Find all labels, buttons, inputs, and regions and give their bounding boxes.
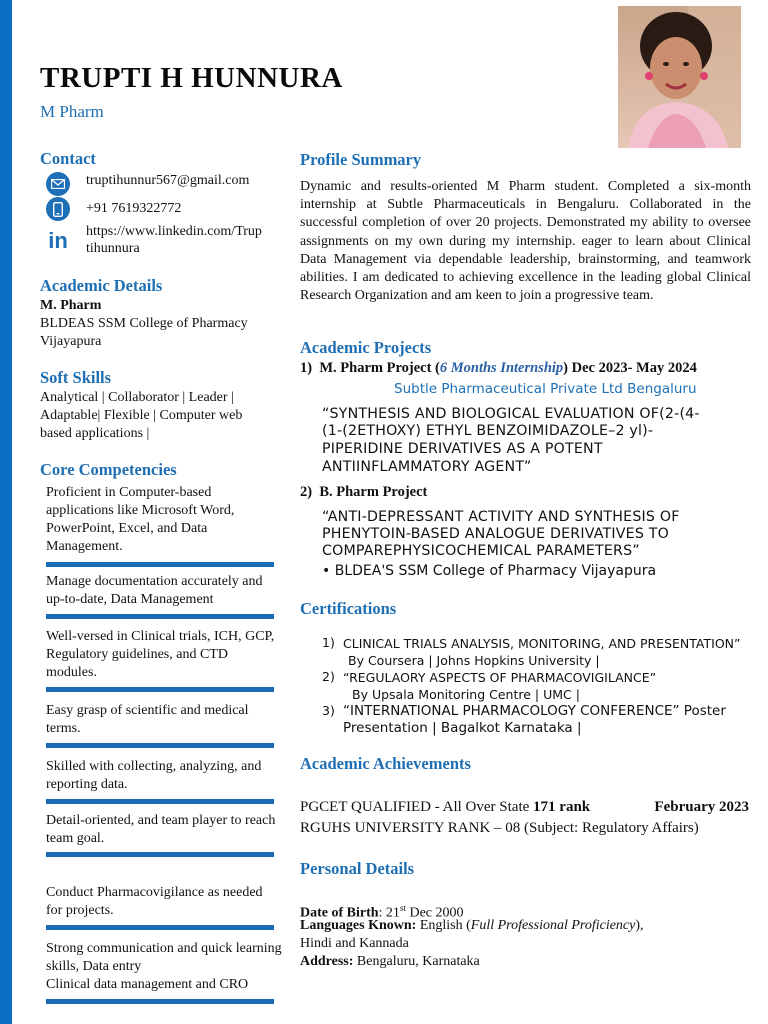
project-1-title-line: ANTIINFLAMMATORY AGENT” [322,459,532,475]
cert-2-number: 2) [322,669,335,684]
languages-label: Languages Known: [300,918,417,933]
project-2-title-line: “ANTI-DEPRESSANT ACTIVITY AND SYNTHESIS OF [322,509,680,525]
competency-divider [46,562,274,567]
languages-close: ), [635,918,644,933]
cert-2-issuer: By Upsala Monitoring Centre | UMC | [352,687,580,702]
competency-item: Manage documentation accurately and up-to-date, Data Management [46,574,263,607]
linkedin-url-line2: tihunnura [86,241,140,256]
cert-3-detail: Presentation | Bagalkot Karnataka | [343,720,582,736]
competency-item: Skilled with collecting, analyzing, and reporting data. [46,759,262,792]
competency-divider [46,799,274,804]
dob-label: Date of Birth [300,905,379,921]
competency-item: Detail-oriented, and team player to reach team goal. [46,813,276,846]
personal-languages-line2: Hindi and Kannada [300,936,409,951]
project-1-internship: 6 Months Internship [439,360,564,376]
candidate-name: TRUPTI H HUNNURA [40,62,343,94]
achievement-pgcet [300,797,752,817]
project-1-title-line: “SYNTHESIS AND BIOLOGICAL EVALUATION OF(2-(4- [322,406,700,422]
project-1-heading [300,360,697,377]
profile-summary-heading: Profile Summary [300,150,422,169]
achievement-rguhs: RGUHS UNIVERSITY RANK – 08 (Subject: Regulatory Affairs) [300,820,699,836]
left-accent-bar [0,0,12,1024]
soft-skills-line: based applications | [40,426,150,441]
achievements-heading: Academic Achievements [300,754,471,773]
cert-1-issuer: By Coursera | Johns Hopkins University | [348,653,600,668]
academic-projects-heading: Academic Projects [300,338,432,357]
academic-city: Vijayapura [40,334,102,349]
email-icon [46,172,70,196]
contact-email-row [46,172,286,196]
project-1-company: Subtle Pharmaceutical Private Ltd Bengaluru [394,381,697,397]
linkedin-url-line1: https://www.linkedin.com/Trup [86,224,262,239]
cert-3-title: “INTERNATIONAL PHARMACOLOGY CONFERENCE” Poster [343,703,726,719]
academic-degree: M. Pharm [40,298,102,313]
competency-divider [46,614,274,619]
soft-skills-line: Analytical | Collaborator | Leader | [40,390,234,405]
address-label: Address: [300,954,354,969]
phone-icon [46,197,70,221]
personal-details-heading: Personal Details [300,859,415,878]
project-2-title-line: COMPAREPHYSICOCHEMICAL PARAMETERS” [322,543,640,559]
project-2-college: • BLDEA'S SSM College of Pharmacy Vijayapura [322,563,657,579]
achievement-pgcet-text: PGCET QUALIFIED - All Over State [300,799,534,815]
linkedin-icon: in [48,228,68,253]
profile-summary-text: Dynamic and results-oriented M Pharm student. Completed a six-month internship at Subtle Pharmaceuticals in Bengaluru. Collaborated in the successful completion of over 20 projects. Demonstrated my ability to oversee assignments on my own during my internship. eager to learn about Clinical Data Management via dependable leadership, brainstorming, and teamwork abilities. I am dedicated to achieving excellence in the leading global Clinical Research Organization and am keen to join a progressive team. [300,179,751,304]
cert-3-number: 3) [322,703,335,718]
address-value: Bengaluru, Karnataka [353,954,480,969]
project-2-number: 2) [300,484,313,500]
project-1-title-line: (1-(2ETHOXY) ETHYL BENZOIMIDAZOLE–2 yl)- [322,423,654,439]
contact-heading: Contact [40,149,96,168]
contact-phone-row [46,197,286,221]
languages-proficiency: Full Professional Proficiency [470,918,636,933]
soft-skills-heading: Soft Skills [40,368,112,387]
personal-languages [300,917,644,935]
competency-item: Strong communication and quick learning skills, Data entry [46,941,282,974]
academic-college: BLDEAS SSM College of Pharmacy [40,316,248,331]
competency-divider [46,925,274,930]
cert-2-title: “REGULAORY ASPECTS OF PHARMACOVIGILANCE” [343,670,657,685]
competency-item: Clinical data management and CRO [46,977,249,992]
project-1-label: M. Pharm Project ( [319,360,440,376]
candidate-degree: M Pharm [40,102,104,121]
soft-skills-line: Adaptable| Flexible | Computer web [40,408,243,423]
project-1-dates: ) Dec 2023- May 2024 [563,360,697,376]
dob-day: : 21 [378,905,400,921]
dob-suffix: st [399,903,406,913]
certifications-heading: Certifications [300,599,397,618]
competency-item: Conduct Pharmacovigilance as needed for projects. [46,885,263,918]
project-2-title-line: PHENYTOIN-BASED ANALOGUE DERIVATIVES TO [322,526,669,542]
core-competencies-heading: Core Competencies [40,460,177,479]
contact-email[interactable]: truptihunnur567@gmail.com [86,173,250,188]
contact-linkedin[interactable] [86,223,286,257]
competency-divider [46,999,274,1004]
project-1-title-line: PIPERIDINE DERIVATIVES AS A POTENT [322,441,603,457]
competency-divider [46,687,274,692]
cert-1-title: CLINICAL TRIALS ANALYSIS, MONITORING, AND PRESENTATION” [343,636,741,651]
project-2-label: B. Pharm Project [319,484,428,500]
academic-heading: Academic Details [40,276,163,295]
competency-item: Well-versed in Clinical trials, ICH, GCP, Regulatory guidelines, and CTD modules. [46,629,275,680]
project-2-heading [300,484,427,501]
contact-phone[interactable]: +91 7619322772 [86,201,182,216]
project-1-number: 1) [300,360,313,376]
competency-divider [46,743,274,748]
languages-english: English ( [416,918,471,933]
contact-linkedin-row [46,223,286,257]
competency-divider [46,852,274,857]
personal-address [300,953,480,971]
cert-1-number: 1) [322,635,335,650]
achievement-pgcet-date: February 2023 [654,799,749,815]
competency-item: Proficient in Computer-based applications like Microsoft Word, PowerPoint, Excel, and Data Management. [46,485,235,554]
dob-month-year: Dec 2000 [405,905,464,921]
profile-photo [618,6,741,148]
achievement-pgcet-rank: 171 rank [533,799,591,815]
competency-item: Easy grasp of scientific and medical terms. [46,703,249,736]
